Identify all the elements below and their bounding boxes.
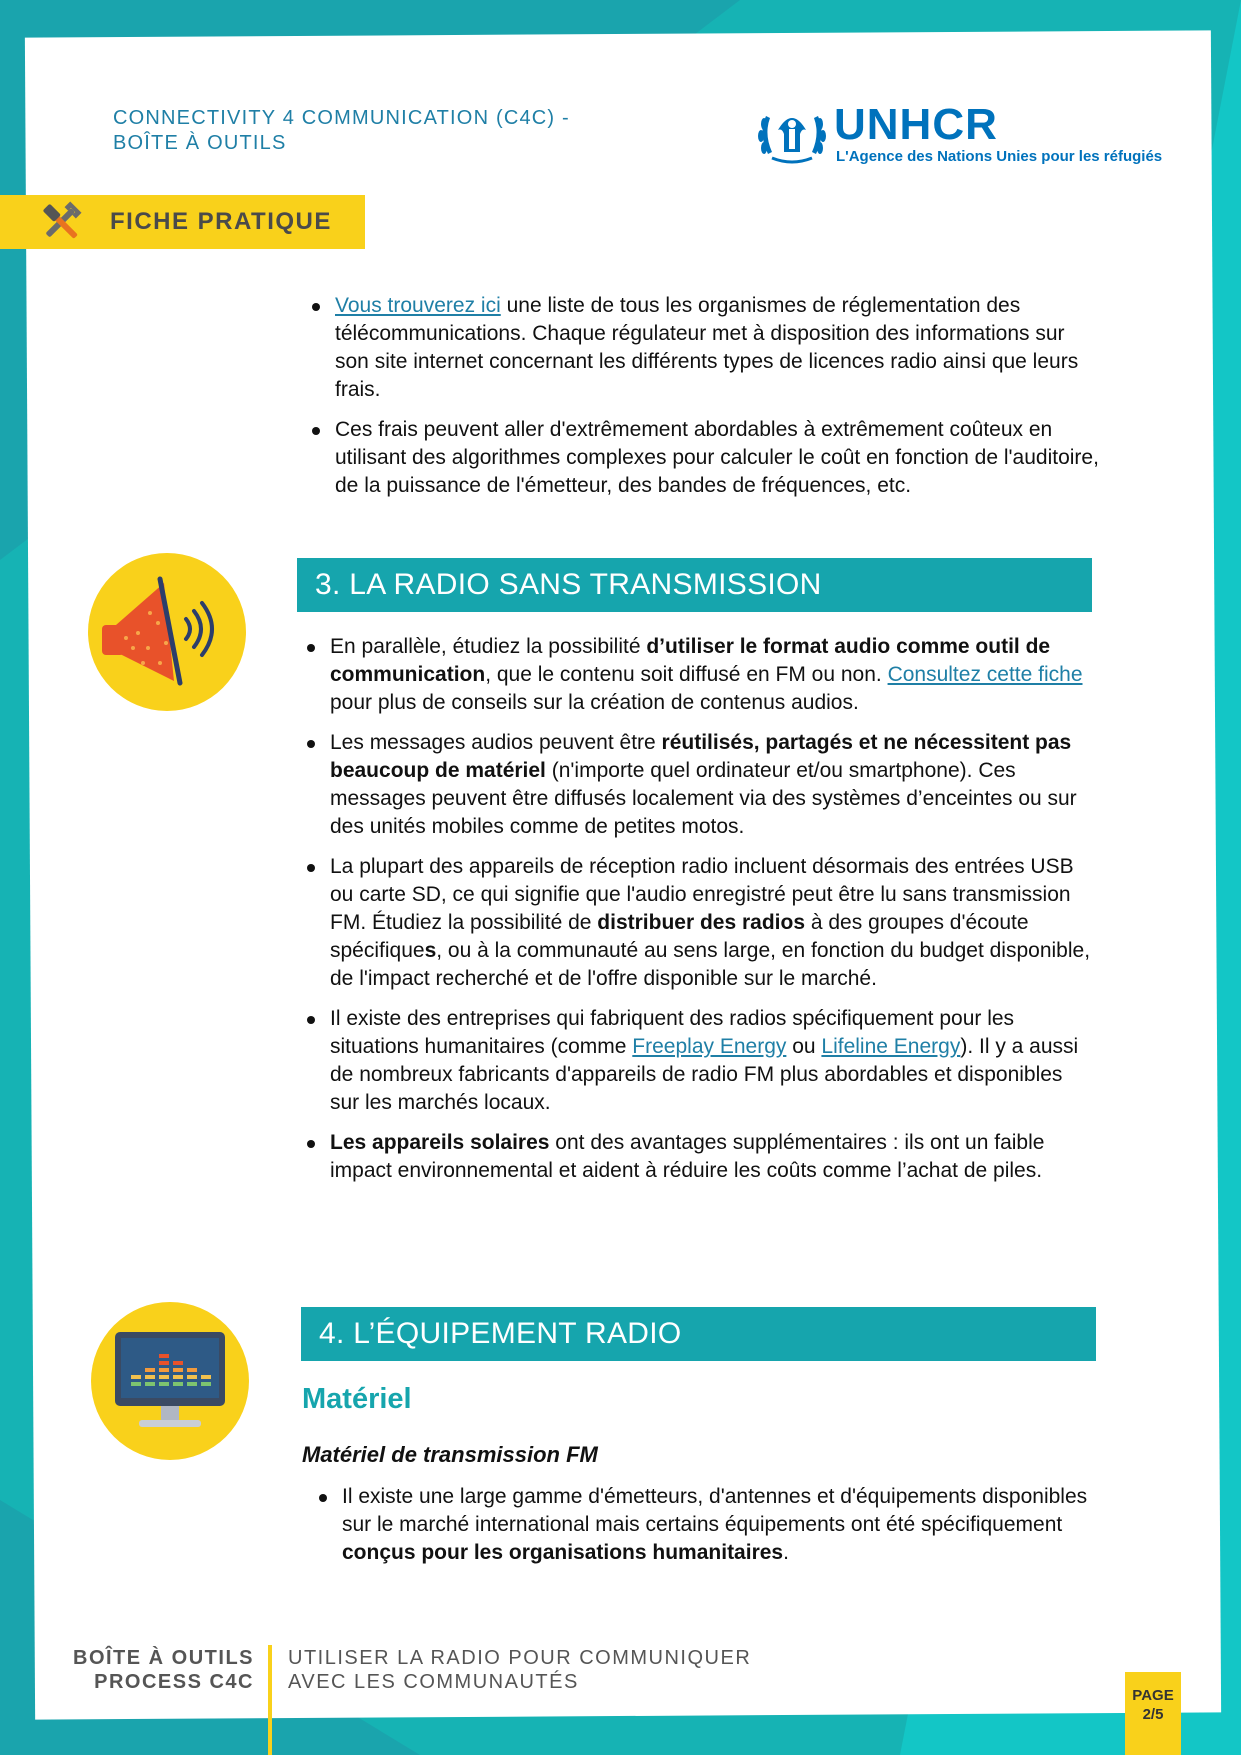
freeplay-energy-link[interactable]: Freeplay Energy [632, 1035, 787, 1058]
footer-document-title: UTILISER LA RADIO POUR COMMUNIQUER AVEC LES COMMUNAUTÉS [288, 1647, 752, 1693]
list-item: En parallèle, étudiez la possibilité d’utiliser le format audio comme outil de communication, que le contenu soit diffusé en FM ou non. Consultez cette fiche pour plus de conseils sur la création de contenus audios. [305, 633, 1097, 717]
document-header-title [113, 106, 570, 156]
list-item: La plupart des appareils de réception radio incluent désormais des entrées USB ou carte SD, ce qui signifie que l'audio enregistré peut être lu sans transmission FM. Étudiez la possibilité de distribuer des radios à des groupes d'écoute spécifiques, ou à la communauté au sens large, en fonction du budget disponible, de l'impact recherché et de l'offre disponible sur le marché. [305, 853, 1097, 993]
list-item: Les appareils solaires ont des avantages supplémentaires : ils ont un faible impact environnemental et aident à réduire les coûts comme l’achat de piles. [305, 1129, 1097, 1185]
list-item: Il existe une large gamme d'émetteurs, d'antennes et d'équipements disponibles sur le marché international mais certains équipements ont été spécifiquement conçus pour les organisations humanitaires. [317, 1483, 1097, 1567]
list-item: Vous trouverez ici une liste de tous les organismes de réglementation des télécommunications. Chaque régulateur met à disposition des informations sur son site internet concernant les différents types de licences radio ainsi que leurs frais. [310, 292, 1100, 404]
list-item: Il existe des entreprises qui fabriquent des radios spécifiquement pour les situations humanitaires (comme Freeplay Energy ou Lifeline Energy). Il y a aussi de nombreux fabricants d'appareils de radio FM plus abordables et disponibles sur les marchés locaux. [305, 1005, 1097, 1117]
list-item: Les messages audios peuvent être réutilisés, partagés et ne nécessitent pas beaucoup de matériel (n'importe quel ordinateur et/ou smartphone). Ces messages peuvent être diffusés localement via des systèmes d’enceintes ou sur des unités mobiles comme de petites motos. [305, 729, 1097, 841]
page-number-badge: PAGE 2/5 [1125, 1672, 1181, 1755]
footer-toolbox-label: BOÎTE À OUTILS PROCESS C4C [73, 1647, 254, 1693]
materiel-subheading: Matériel [302, 1383, 412, 1415]
footer-divider [268, 1645, 272, 1755]
tools-icon [36, 197, 86, 247]
unhcr-wordmark: UNHCR [834, 100, 998, 149]
audio-guide-link[interactable]: Consultez cette fiche [887, 663, 1083, 686]
section-3-heading: 3. LA RADIO SANS TRANSMISSION [297, 558, 1092, 612]
intro-bullet-list [310, 292, 1100, 512]
header-title-line1: CONNECTIVITY 4 COMMUNICATION (C4C) - [113, 107, 570, 129]
fm-transmission-subheading: Matériel de transmission FM [302, 1442, 598, 1467]
monitor-equalizer-icon [91, 1302, 249, 1460]
unhcr-logo [756, 100, 1163, 166]
regulators-link[interactable]: Vous trouverez ici [335, 294, 501, 317]
fiche-pratique-label: FICHE PRATIQUE [110, 208, 332, 235]
list-item: Ces frais peuvent aller d'extrêmement abordables à extrêmement coûteux en utilisant des algorithmes complexes pour calculer le coût en fonction de l'auditoire, de la puissance de l'émetteur, des bandes de fréquences, etc. [310, 416, 1100, 500]
section-3-bullet-list [305, 633, 1097, 1197]
unhcr-emblem-icon [756, 102, 828, 166]
header-title-line2: BOÎTE À OUTILS [113, 132, 287, 154]
section-4-bullet-list [317, 1483, 1097, 1579]
section-4-heading: 4. L’ÉQUIPEMENT RADIO [301, 1307, 1096, 1361]
lifeline-energy-link[interactable]: Lifeline Energy [821, 1035, 961, 1058]
fiche-pratique-banner [0, 195, 365, 249]
unhcr-tagline: L'Agence des Nations Unies pour les réfugiés [836, 148, 1163, 165]
megaphone-icon [88, 553, 246, 711]
